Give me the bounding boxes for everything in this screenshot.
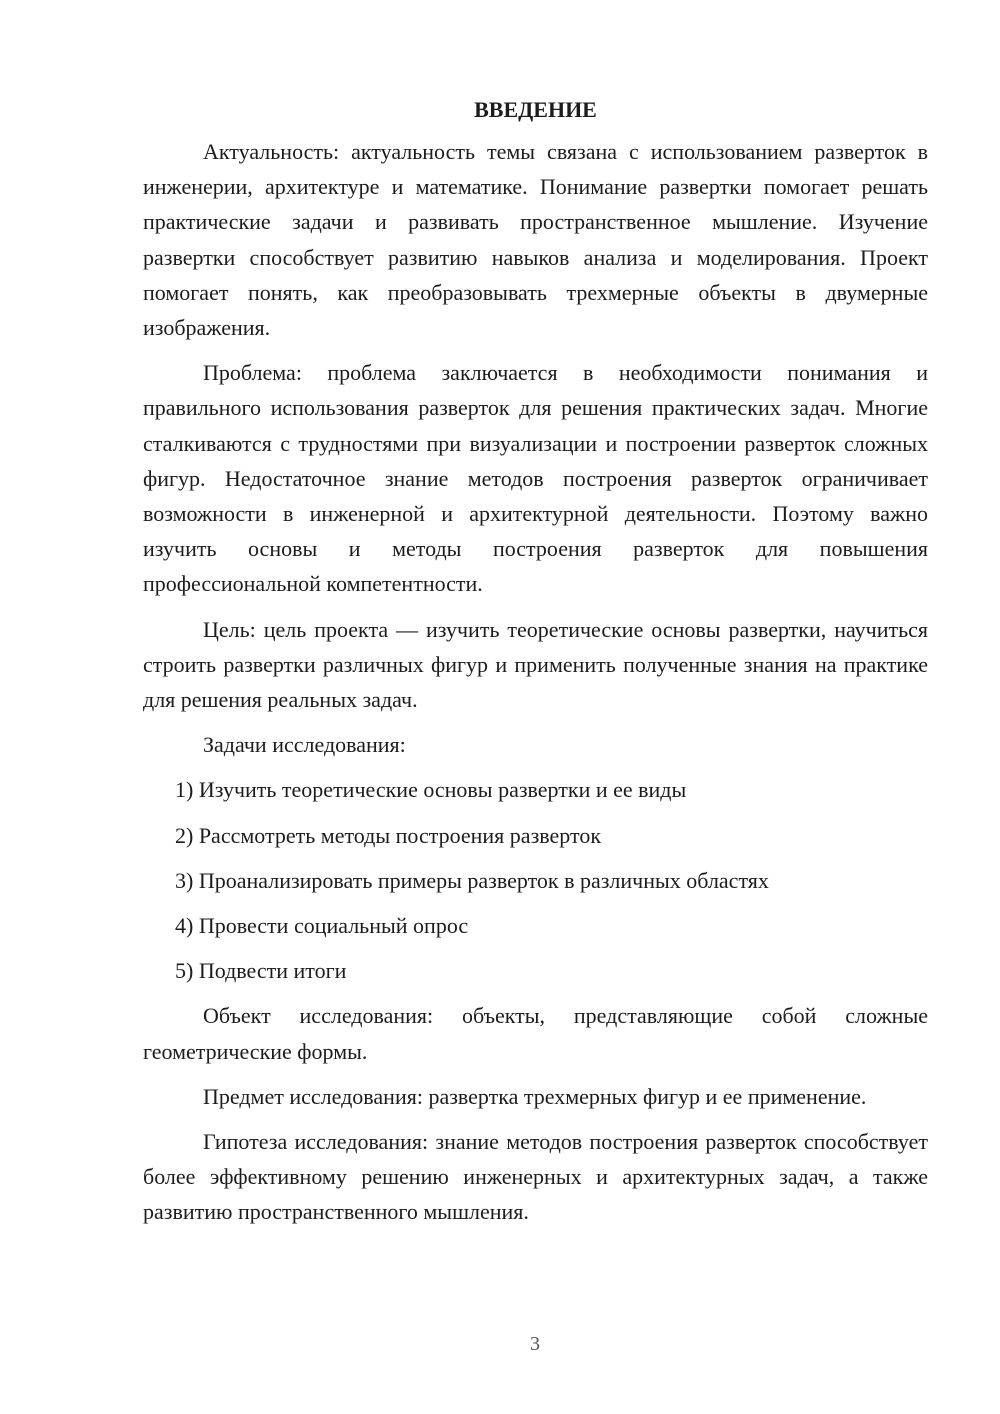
paragraph-problem: Проблема: проблема заключается в необходимости понимания и правильного использования разверток для решения практических задач. Многие сталкиваются с трудностями при визуализации и построении разверток сложных фигур. Недостаточное знание методов построения разверток ограничивает возможности в инженерной и архитектурной деятельности. Поэтому важно изучить основы и методы построения разверток для повышения профессиональной компетентности.: [143, 360, 928, 597]
task-item-5: 5) Подвести итоги: [175, 958, 347, 984]
paragraph-subject: Предмет исследования: развертка трехмерных фигур и ее применение.: [203, 1083, 867, 1109]
task-item-1: 1) Изучить теоретические основы развертки и ее виды: [175, 777, 687, 803]
page-title: ВВЕДЕНИЕ: [474, 97, 597, 122]
task-item-3: 3) Проанализировать примеры разверток в различных областях: [175, 867, 769, 893]
tasks-heading: Задачи исследования:: [203, 732, 406, 758]
page-content: [143, 92, 928, 1240]
paragraph-object: Объект исследования: объекты, представляющие собой сложные геометрические формы.: [143, 1003, 928, 1064]
page-number: 3: [530, 1333, 540, 1355]
paragraph-goal: Цель: цель проекта — изучить теоретические основы развертки, научиться строить развертки различных фигур и применить полученные знания на практике для решения реальных задач.: [143, 616, 928, 713]
paragraph-hypothesis: Гипотеза исследования: знание методов построения разверток способствует более эффективному решению инженерных и архитектурных задач, а также развитию пространственного мышления.: [143, 1129, 928, 1225]
task-item-2: 2) Рассмотреть методы построения разверток: [175, 822, 602, 848]
task-item-4: 4) Провести социальный опрос: [175, 913, 469, 939]
paragraph-relevance: Актуальность: актуальность темы связана с использованием разверток в инженерии, архитектуре и математике. Понимание развертки помогает решать практические задачи и развивать пространственное мышление. Изучение развертки способствует развитию навыков анализа и моделирования. Проект помогает понять, как преобразовывать трехмерные объекты в двумерные изображения.: [143, 139, 928, 341]
